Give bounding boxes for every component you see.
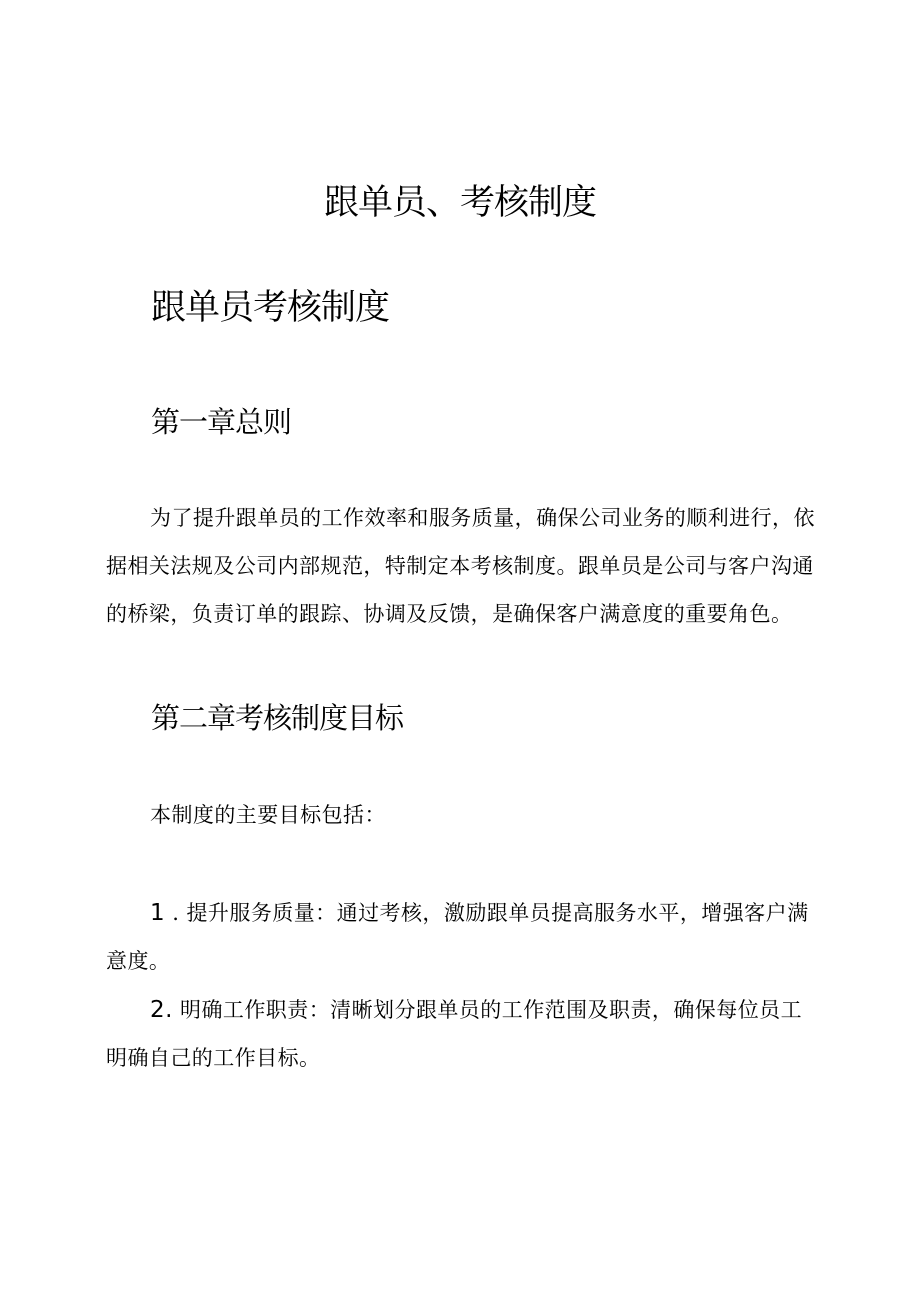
chapter2-intro: 本制度的主要目标包括： — [150, 803, 386, 827]
list-item-number: 1 — [150, 900, 166, 926]
list-item-separator — [173, 998, 180, 1022]
chapter2-heading: 第二章考核制度目标 — [151, 701, 404, 735]
document-title: 跟单员、考核制度 — [323, 183, 596, 223]
list-item-separator: . — [165, 901, 187, 925]
list-item-number: 2. — [150, 997, 173, 1023]
list-item — [106, 986, 818, 1082]
document-subtitle: 跟单员考核制度 — [151, 288, 390, 328]
list-item — [106, 889, 818, 985]
list-item-text: 提升服务质量：通过考核，激励跟单员提高服务水平，增强客户满意度。 — [106, 901, 809, 973]
list-item-text: 明确工作职责：清晰划分跟单员的工作范围及职责，确保每位员工明确自己的工作目标。 — [106, 998, 803, 1070]
chapter1-heading: 第一章总则 — [151, 405, 292, 439]
chapter1-paragraph: 为了提升跟单员的工作效率和服务质量，确保公司业务的顺利进行，依据相关法规及公司内部规范，特制定本考核制度。跟单员是公司与客户沟通的桥梁，负责订单的跟踪、协调及反馈，是确保客户满意度的重要角色。 — [106, 506, 815, 626]
